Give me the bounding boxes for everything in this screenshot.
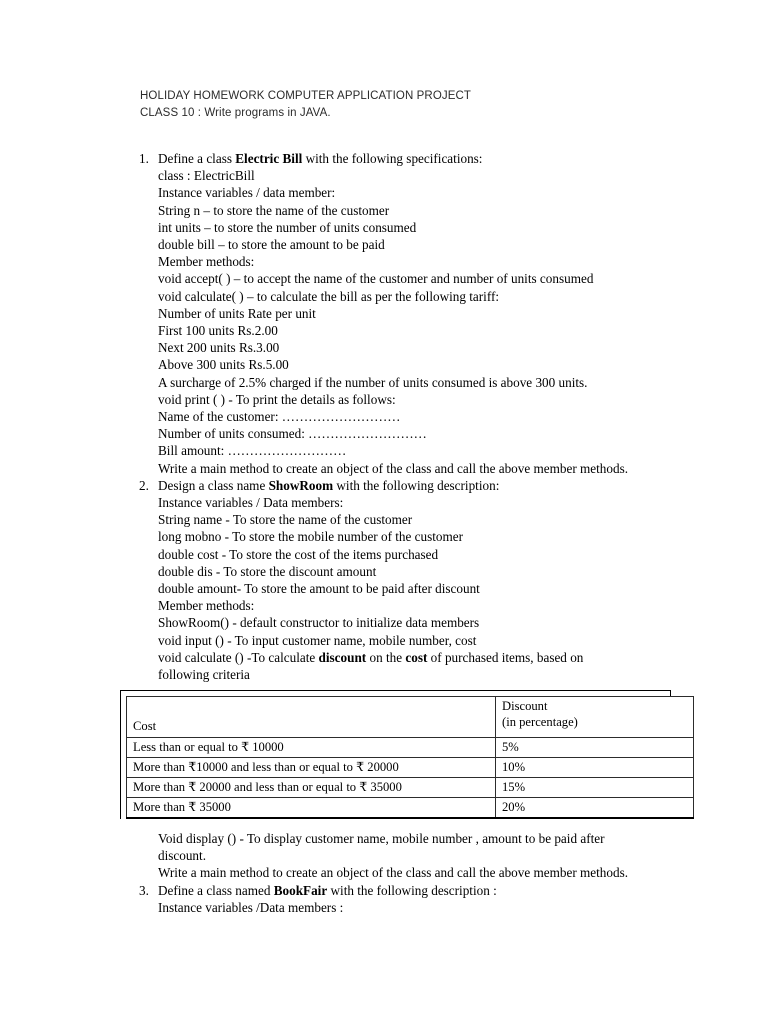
item-3-title-post: with the following description : — [327, 882, 497, 898]
table-row — [127, 738, 694, 758]
item-2-line-6: double amount- To store the amount to be paid after discount — [158, 581, 480, 597]
item-2-line-3: long mobno - To store the mobile number of the customer — [158, 529, 464, 545]
item-2-line-1: Instance variables / Data members: — [158, 495, 344, 511]
item-1-class-name: Electric Bill — [235, 151, 303, 166]
item-1-line-5: double bill – to store the amount to be paid — [158, 237, 385, 253]
item-2-line-7: Member methods: — [158, 598, 255, 614]
item-3-class-name: BookFair — [273, 882, 328, 898]
item-1-line-7: void accept( ) – to accept the name of the customer and number of units consumed — [158, 271, 594, 287]
table-row — [127, 778, 694, 798]
calc-mid: on the — [366, 649, 406, 665]
item-3-title — [158, 882, 768, 899]
table-header-row — [127, 697, 694, 738]
calc-pre: void calculate () -To calculate — [158, 649, 319, 665]
item-2-calculate-line — [158, 649, 628, 683]
item-1-line-4: int units – to store the number of units consumed — [158, 219, 417, 235]
calc-bold-discount: discount — [318, 649, 367, 665]
document-header — [140, 88, 471, 122]
table-row — [127, 758, 694, 778]
item-1-line-2: Instance variables / data member: — [158, 185, 336, 201]
table-cell-discount: 10% — [496, 758, 694, 778]
table-header-cost: Cost — [127, 697, 496, 738]
list-item-3 — [0, 882, 768, 916]
table-header-discount-line1: Discount — [502, 699, 548, 713]
table-cell-cost: Less than or equal to ₹ 10000 — [127, 738, 496, 758]
table-cell-discount: 15% — [496, 778, 694, 798]
document-body — [0, 150, 768, 683]
table-outer-border — [120, 690, 671, 819]
tail-main-method-line: Write a main method to create an object of the class and call the above member methods. — [158, 865, 629, 881]
table-cell-discount: 20% — [496, 798, 694, 819]
list-marker-2: 2. — [139, 477, 149, 493]
item-1-line-9: Number of units Rate per unit — [158, 305, 316, 321]
item-2-line-5: double dis - To store the discount amount — [158, 563, 377, 579]
table-row — [127, 798, 694, 819]
item-1-title-pre: Define a class — [158, 151, 236, 166]
document-tail — [0, 830, 768, 916]
item-1-closing: Write a main method to create an object of the class and call the above member methods. — [158, 460, 629, 476]
list-item-2 — [0, 477, 768, 683]
discount-table-wrapper — [120, 690, 671, 819]
table-cell-discount: 5% — [496, 738, 694, 758]
item-2-title-post: with the following description: — [333, 477, 500, 493]
calc-bold-cost: cost — [405, 649, 428, 665]
showroom-tail-block — [0, 830, 768, 882]
item-1-title-post: with the following specifications: — [302, 151, 483, 166]
item-2-title — [158, 477, 768, 494]
item-1-line-1: class : ElectricBill — [158, 168, 255, 184]
table-cell-cost: More than ₹ 20000 and less than or equal to ₹ 35000 — [127, 778, 496, 798]
list-marker-3: 3. — [139, 882, 149, 898]
item-1-line-17: Bill amount: ……………………… — [158, 443, 347, 459]
item-2-line-8: ShowRoom() - default constructor to initialize data members — [158, 615, 480, 631]
item-1-line-14: void print ( ) - To print the details as follows: — [158, 391, 396, 407]
item-2-line-4: double cost - To store the cost of the items purchased — [158, 546, 439, 562]
item-2-line-9: void input () - To input customer name, mobile number, cost — [158, 632, 477, 648]
list-item-1 — [0, 150, 768, 477]
table-header-discount — [496, 697, 694, 738]
calc-post: of purchased items, based on following criteria — [158, 649, 584, 683]
item-1-line-15: Name of the customer: ……………………… — [158, 409, 401, 425]
item-2-class-name: ShowRoom — [268, 477, 334, 493]
item-3-line-1: Instance variables /Data members : — [158, 899, 344, 915]
tail-display-line: Void display () - To display customer name, mobile number , amount to be paid after discount. — [158, 831, 605, 864]
item-2-title-pre: Design a class name — [158, 477, 269, 493]
item-1-line-8: void calculate( ) – to calculate the bill as per the following tariff: — [158, 288, 500, 304]
header-line-2: CLASS 10 : Write programs in JAVA. — [140, 107, 331, 119]
item-3-title-pre: Define a class named — [158, 882, 274, 898]
table-cell-cost: More than ₹ 35000 — [127, 798, 496, 819]
list-marker-1: 1. — [139, 151, 149, 166]
item-1-line-16: Number of units consumed: ……………………… — [158, 426, 427, 442]
item-1-line-13: A surcharge of 2.5% charged if the number of units consumed is above 300 units. — [158, 374, 588, 390]
table-header-discount-line2: (in percentage) — [502, 715, 578, 729]
header-line-1: HOLIDAY HOMEWORK COMPUTER APPLICATION PROJECT — [140, 90, 472, 102]
table-cell-cost: More than ₹10000 and less than or equal to ₹ 20000 — [127, 758, 496, 778]
item-1-line-6: Member methods: — [158, 254, 255, 270]
discount-table — [126, 696, 694, 819]
item-1-line-12: Above 300 units Rs.5.00 — [158, 357, 289, 373]
item-1-line-10: First 100 units Rs.2.00 — [158, 323, 278, 339]
item-1-line-3: String n – to store the name of the customer — [158, 202, 390, 218]
item-1-line-11: Next 200 units Rs.3.00 — [158, 340, 280, 356]
item-2-line-2: String name - To store the name of the customer — [158, 512, 413, 528]
item-1-title — [158, 150, 768, 167]
